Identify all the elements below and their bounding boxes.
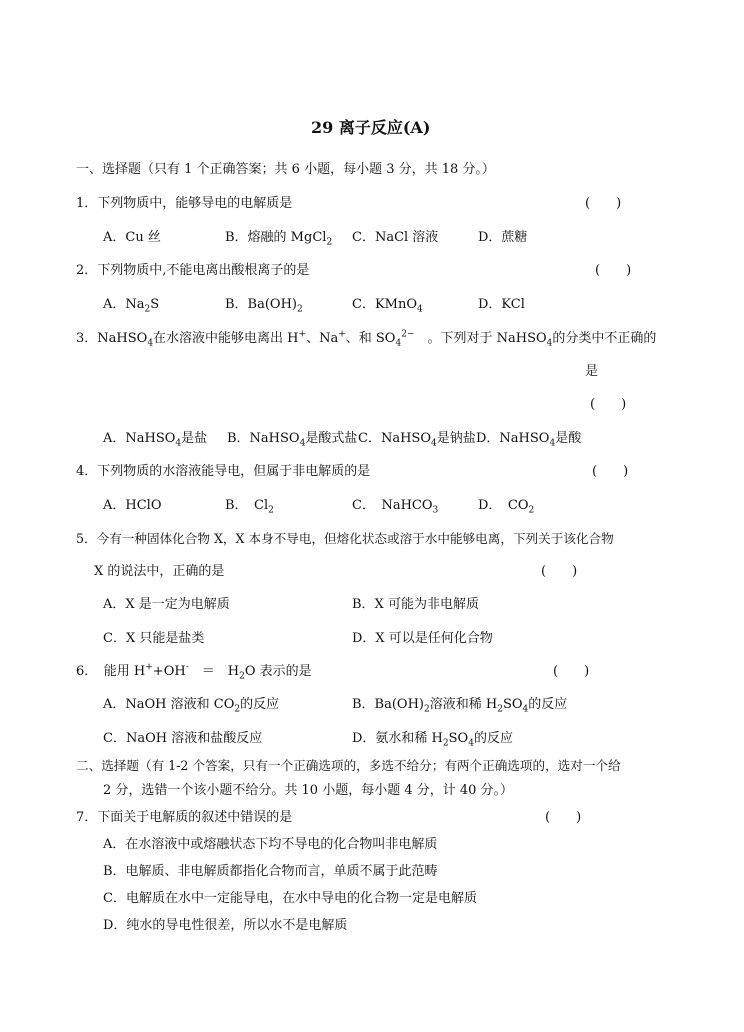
question-6-option-c: C．NaOH 溶液和盐酸反应: [103, 731, 263, 746]
question-6-option-a: A．NaOH 溶液和 $CO_2$的反应: [103, 697, 280, 715]
question-5-option-c: C．X 只能是盐类: [103, 631, 205, 646]
question-5-stem: 5．今有一种固体化合物 X，X 本身不导电，但熔化状态或溶于水中能够电离，下列关于该化合物: [76, 531, 614, 546]
question-4-answer-blank: ( ): [592, 464, 629, 479]
question-4-option-a: A．HClO: [103, 498, 162, 513]
question-2-stem: 2．下列物质中,不能电离出酸根离子的是: [76, 263, 310, 278]
section-one-heading: 一、选择题（只有 1 个正确答案；共 6 小题，每小题 3 分，共 18 分。）: [76, 162, 495, 177]
question-5-option-a: A．X 是一定为电解质: [103, 597, 230, 612]
question-7-option-c: C．电解质在水中一定能导电，在水中导电的化合物一定是电解质: [103, 891, 477, 906]
question-4-option-c: C． NaHCO$_3$: [352, 498, 439, 516]
question-7-answer-blank: ( ): [545, 810, 582, 825]
question-4-option-b: B． $Cl_2$: [225, 498, 274, 516]
page-title: 29 离子反应(A): [311, 118, 431, 137]
question-3-option-a: A．NaHSO$_4$是盐: [103, 431, 208, 449]
question-4-option-d: D． $CO_2$: [478, 498, 535, 516]
question-1-option-a: A．Cu 丝: [103, 230, 161, 245]
question-3-option-c: C．NaHSO$_4$是钠盐: [358, 431, 476, 449]
question-7-option-b: B．电解质、非电解质都指化合物而言，单质不属于此范畴: [103, 864, 438, 879]
question-2-option-a: A．$Na_2S$: [103, 297, 160, 315]
section-two-heading: 二、选择题（有 1-2 个答案，只有一个正确选项的，多选不给分；有两个正确选项的，选对一个给: [76, 758, 621, 773]
question-5-option-d: D．X 可以是任何化合物: [352, 631, 493, 646]
question-6-answer-blank: ( ): [553, 664, 590, 679]
question-3-stem: 3．NaHSO$_4$在水溶液中能够电离出 H+、Na+、和 $SO_4^{2-}$ 。下列对于 NaHSO$_4$的分类中不正确的: [76, 329, 657, 349]
question-2-answer-blank: ( ): [595, 263, 632, 278]
question-6-stem: 6． 能用 H++OH- ＝ $H_2O$ 表示的是: [76, 662, 312, 682]
section-two-heading-continued: 2 分，选错一个该小题不给分。共 10 小题，每小题 4 分，计 40 分。）: [103, 783, 514, 798]
question-5-stem-continued: X 的说法中，正确的是: [94, 564, 225, 579]
question-5-option-b: B．X 可能为非电解质: [352, 597, 479, 612]
question-1-option-b: B．熔融的 MgCl$_2$: [225, 230, 333, 248]
question-3-option-b: B．NaHSO$_4$是酸式盐: [227, 431, 358, 449]
question-2-option-d: D．KCl: [478, 297, 525, 312]
question-1-stem: 1．下列物质中，能够导电的电解质是: [76, 196, 293, 211]
question-1-option-c: C．NaCl 溶液: [352, 230, 439, 245]
question-3-answer-blank: ( ): [590, 397, 627, 412]
question-6-option-d: D．氨水和稀 $H_2SO_4$的反应: [352, 731, 513, 749]
question-2-option-c: C．KMnO$_4$: [352, 297, 423, 315]
question-7-stem: 7．下面关于电解质的叙述中错误的是: [76, 810, 293, 825]
question-4-stem: 4．下列物质的水溶液能导电，但属于非电解质的是: [76, 464, 371, 479]
question-5-answer-blank: ( ): [541, 564, 578, 579]
question-2-option-b: B．$Ba(OH)_2$: [225, 297, 303, 315]
question-6-option-b: B．$Ba(OH)_2$溶液和稀 $H_2SO_4$的反应: [352, 697, 568, 715]
question-3-option-d: D．NaHSO$_4$是酸: [476, 431, 582, 449]
question-1-answer-blank: ( ): [585, 196, 622, 211]
question-7-option-d: D．纯水的导电性很差，所以水不是电解质: [103, 918, 348, 933]
question-3-stem-continued: 是: [585, 364, 599, 379]
question-7-option-a: A．在水溶液中或熔融状态下均不导电的化合物叫非电解质: [103, 837, 438, 852]
question-1-option-d: D．蔗糖: [478, 230, 528, 245]
